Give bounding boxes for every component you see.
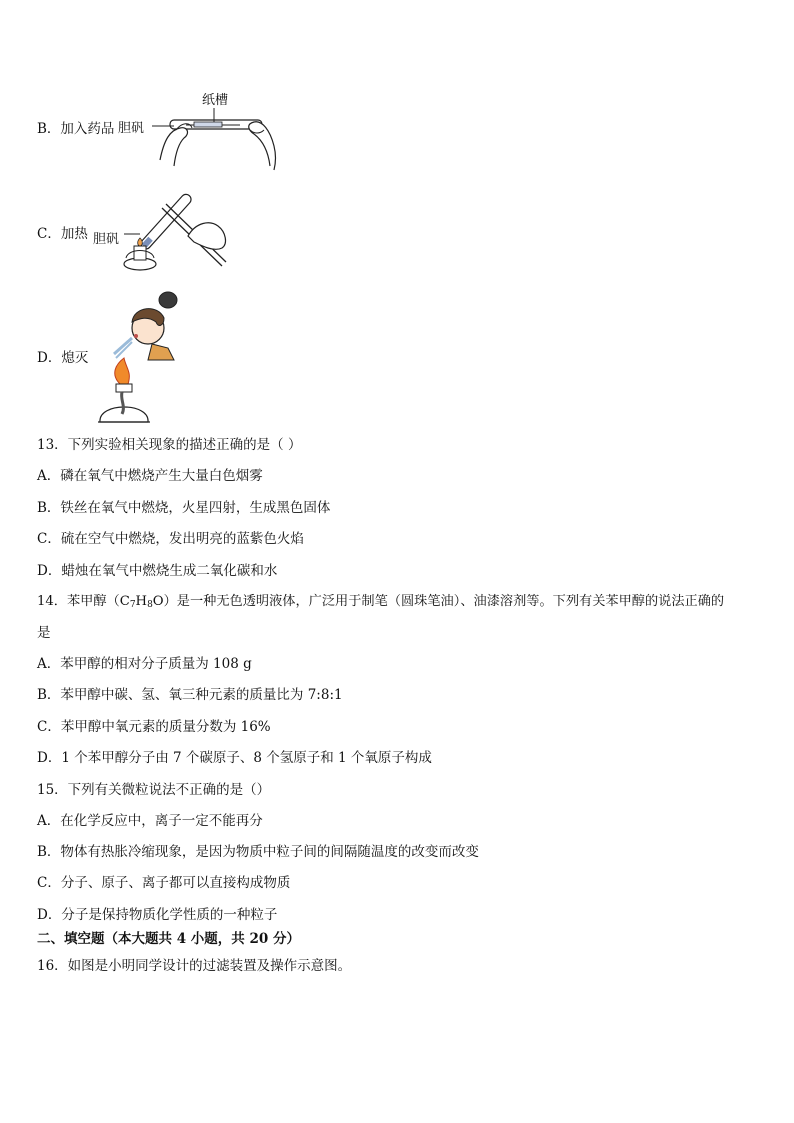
q13-option-a: A．磷在氧气中燃烧产生大量白色烟雾 xyxy=(37,468,263,484)
section-2-heading: 二、填空题（本大题共 4 小题，共 20 分） xyxy=(37,931,300,947)
q15-option-d: D．分子是保持物质化学性质的一种粒子 xyxy=(37,907,278,923)
q14-option-d: D．1 个苯甲醇分子由 7 个碳原子、8 个氢原子和 1 个氧原子构成 xyxy=(37,750,432,766)
figure-heating xyxy=(118,186,234,276)
q15-option-b: B．物体有热胀冷缩现象，是因为物质中粒子间的间隔随温度的改变而改变 xyxy=(37,844,479,860)
q13-option-b: B．铁丝在氧气中燃烧，火星四射，生成黑色固体 xyxy=(37,500,331,516)
q14-stem-post: ）是一种无色透明液体，广泛用于制笔（圆珠笔油）、油漆溶剂等。下列有关苯甲醇的说法正确的 xyxy=(163,594,725,609)
figure-blowing-lamp xyxy=(92,288,192,426)
q14-option-b: B．苯甲醇中碳、氢、氧三种元素的质量比为 7:8:1 xyxy=(37,687,343,703)
q16-stem: 16．如图是小明同学设计的过滤装置及操作示意图。 xyxy=(37,958,352,974)
label-paper-trough: 纸槽 xyxy=(202,93,229,108)
label-drug-c: 胆矾 xyxy=(93,232,120,247)
option-d-prefix: D．熄灭 xyxy=(37,350,89,366)
q14-option-c: C．苯甲醇中氧元素的质量分数为 16% xyxy=(37,719,271,735)
formula-o: O xyxy=(152,594,164,609)
formula-h: H xyxy=(135,594,148,609)
formula-c: C xyxy=(119,594,130,609)
option-b-prefix: B．加入药品 xyxy=(37,121,115,137)
figure-paper-trough xyxy=(150,100,280,172)
option-c-prefix: C．加热 xyxy=(37,226,88,242)
q14-stem xyxy=(37,593,724,614)
q15-option-a: A．在化学反应中，离子一定不能再分 xyxy=(37,813,263,829)
q14-stem-line2: 是 xyxy=(37,625,51,641)
q13-option-c: C．硫在空气中燃烧，发出明亮的蓝紫色火焰 xyxy=(37,531,304,547)
q14-stem-pre: 14．苯甲醇（ xyxy=(37,594,120,609)
q14-option-a: A．苯甲醇的相对分子质量为 108 g xyxy=(37,656,252,672)
q15-stem: 15．下列有关微粒说法不正确的是（） xyxy=(37,782,271,798)
q15-option-c: C．分子、原子、离子都可以直接构成物质 xyxy=(37,875,291,891)
q13-option-d: D．蜡烛在氧气中燃烧生成二氧化碳和水 xyxy=(37,563,278,579)
formula-c-sub: 7 xyxy=(129,600,136,610)
q13-stem: 13．下列实验相关现象的描述正确的是（ ） xyxy=(37,437,302,453)
label-drug-b: 胆矾 xyxy=(118,121,145,136)
formula-h-sub: 8 xyxy=(147,600,153,610)
